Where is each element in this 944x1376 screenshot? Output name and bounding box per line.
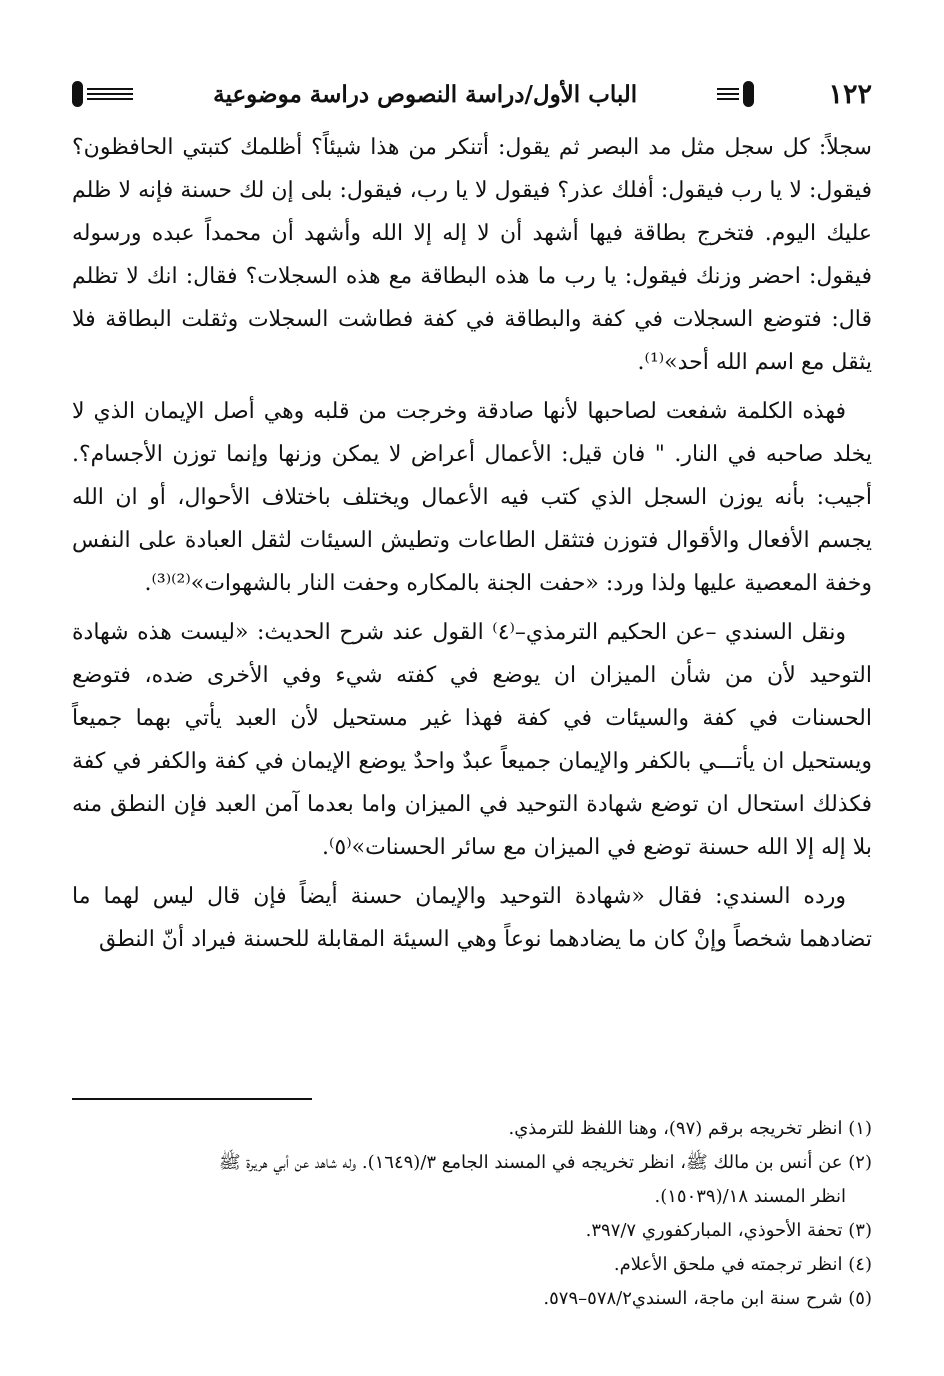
footnote-marker: (٢)	[848, 1152, 872, 1173]
ornament-lines	[717, 88, 739, 100]
footnote	[72, 1112, 872, 1146]
paragraph: سجلاً: كل سجل مثل مد البصر ثم يقول: أتنكر من هذا شيئاً؟ أظلمك كتبتي الحافظون؟ فيقول: لا يا رب فيقول: أفلك عذر؟ فيقول لا يا رب، فيقول: بلى إن لك حسنة فإنه لا ظلم عليك اليوم. فتخرج بطاقة فيها أشهد أن لا إله إلا الله وأشهد أن محمداً عبده ورسوله فيقول: احضر وزنك فيقول: يا رب ما هذه البطاقة مع هذه السجلات؟ فقال: انك لا تظلم قال: فتوضع السجلات في كفة والبطاقة في كفة فطاشت السجلات وثقلت البطاقة فلا يثقل مع اسم الله أحد»⁽¹⁾.	[72, 135, 872, 375]
footnote	[72, 1146, 872, 1214]
footnote	[72, 1214, 872, 1248]
running-title: الباب الأول/دراسة النصوص دراسة موضوعية	[213, 80, 638, 108]
footnote-text: انظر ترجمته في ملحق الأعلام.	[613, 1254, 843, 1275]
footnote-continuation: انظر المسند ١٨/(١٥٠٣٩).	[654, 1186, 846, 1207]
footnote-marker: (٥)	[848, 1288, 872, 1309]
footnote-text: تحفة الأحوذي، المباركفوري ٣٩٧/٧.	[585, 1220, 843, 1241]
header-ornament-left	[72, 81, 133, 107]
footnote-text: انظر تخريجه برقم (٩٧)، وهنا اللفظ للترمذي.	[508, 1118, 843, 1139]
main-text	[72, 126, 872, 961]
footnotes	[72, 1112, 872, 1316]
footnote	[72, 1282, 872, 1316]
footnote-separator	[72, 1098, 312, 1100]
ornament-lines	[87, 88, 133, 100]
ornament-cap	[72, 81, 83, 107]
header-ornament-right	[717, 81, 754, 107]
paragraph: ورده السندي: فقال «شهادة التوحيد والإيمان حسنة أيضاً فإن قال ليس لهما ما تضادهما شخصاً وإنْ كان ما يضادهما نوعاً وهي السيئة المقابلة للحسنة فيراد أنّ النطق	[72, 884, 872, 952]
paragraph: ونقل السندي –عن الحكيم الترمذي–⁽٤⁾ القول عند شرح الحديث: «ليست هذه شهادة التوحيد لأن من شأن الميزان ان يوضع في كفته شيء وفي الأخرى ضده، فتوضع الحسنات في كفة والسيئات في كفة فهذا غير مستحيل لأن العبد يأتي بهما جميعاً ويستحيل ان يأتـــي بالكفر والإيمان جميعاً عبدٌ واحدٌ يوضع الإيمان في كفة والكفر في كفة فكذلك استحال ان توضع شهادة التوحيد في الميزان واما بعدما آمن العبد فإن النطق منه بلا إله إلا الله حسنة توضع في الميزان مع سائر الحسنات»⁽٥⁾.	[72, 620, 873, 860]
footnote-marker: (١)	[848, 1118, 872, 1139]
footnote-marker: (٣)	[848, 1220, 872, 1241]
paragraph: فهذه الكلمة شفعت لصاحبها لأنها صادقة وخرجت من قلبه وهي أصل الإيمان الذي لا يخلد صاحبه في النار. " فان قيل: الأعمال أعراض لا يمكن وزنها وإنما توزن الأجسام؟. أجيب: بأنه يوزن السجل الذي كتب فيه الأعمال ويختلف باختلاف الأحوال، أو ان الله يجسم الأفعال والأقوال فتوزن فتثقل الطاعات وتطيش السيئات لثقل العبادة على النفس وخفة المعصية عليها ولذا ورد: «حفت الجنة بالمكاره وحفت النار بالشهوات»⁽²⁾⁽³⁾.	[72, 399, 872, 596]
ornament-cap	[743, 81, 754, 107]
page-number: ١٢٢	[828, 78, 872, 110]
footnote-marker: (٤)	[848, 1254, 872, 1275]
page-header	[72, 70, 872, 118]
footnote-text: شرح سنة ابن ماجة، السندي٥٧٨/٢–٥٧٩.	[543, 1288, 843, 1309]
footnote-text: عن أنس بن مالك ﷺ، انظر تخريجه في المسند الجامع ٣/(١٦٤٩). وله شاهد عن أبي هريرة ﷺ	[218, 1152, 843, 1173]
footnote	[72, 1248, 872, 1282]
page	[72, 70, 872, 967]
